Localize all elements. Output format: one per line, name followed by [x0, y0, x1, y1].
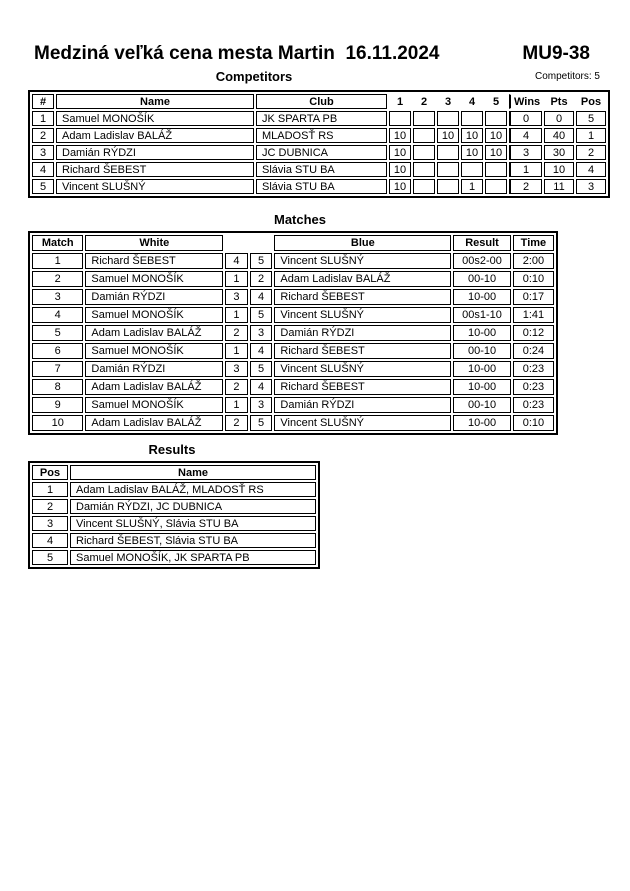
- blue-player-name: Damián RÝDZI: [274, 397, 451, 413]
- match-result: 10-00: [453, 415, 511, 431]
- white-player-name: Damián RÝDZI: [85, 289, 223, 305]
- round-2-score: [413, 128, 435, 143]
- blue-player-name: Vincent SLUŠNÝ: [274, 361, 451, 377]
- col-header-wins: Wins: [509, 94, 542, 109]
- col-header-blue-num: [250, 235, 273, 251]
- blue-player-number: 5: [250, 415, 273, 431]
- competitor-name: Adam Ladislav BALÁŽ: [56, 128, 254, 143]
- col-header-round-2: 2: [413, 94, 435, 109]
- competitor-name: Vincent SLUŠNÝ: [56, 179, 254, 194]
- competitors-count: Competitors: 5: [534, 71, 600, 82]
- competitor-name: Damián RÝDZI: [56, 145, 254, 160]
- competitor-pts: 10: [544, 162, 574, 177]
- match-time: 0:17: [513, 289, 554, 305]
- matches-table: [28, 231, 558, 435]
- round-3-score: [437, 111, 459, 126]
- match-row: [32, 307, 554, 323]
- result-row: [32, 550, 316, 565]
- competitor-pos: 1: [576, 128, 606, 143]
- result-pos: 1: [32, 482, 68, 497]
- blue-player-name: Richard ŠEBEST: [274, 379, 451, 395]
- blue-player-name: Vincent SLUŠNÝ: [274, 307, 451, 323]
- competitor-number: 5: [32, 179, 54, 194]
- match-row: [32, 397, 554, 413]
- col-header-result-name: Name: [70, 465, 316, 480]
- white-player-number: 2: [225, 415, 248, 431]
- match-number: 10: [32, 415, 83, 431]
- blue-player-name: Richard ŠEBEST: [274, 343, 451, 359]
- result-row: [32, 482, 316, 497]
- blue-player-number: 4: [250, 343, 273, 359]
- result-pos: 4: [32, 533, 68, 548]
- match-result: 00s2-00: [453, 253, 511, 269]
- competitors-table: [28, 90, 610, 198]
- white-player-number: 2: [225, 325, 248, 341]
- match-time: 1:41: [513, 307, 554, 323]
- competitor-club: JK SPARTA PB: [256, 111, 387, 126]
- round-3-score: 10: [437, 128, 459, 143]
- col-header-result-pos: Pos: [32, 465, 68, 480]
- blue-player-number: 5: [250, 361, 273, 377]
- col-header-round-4: 4: [461, 94, 483, 109]
- round-4-score: 10: [461, 128, 483, 143]
- white-player-name: Damián RÝDZI: [85, 361, 223, 377]
- col-header-match: Match: [32, 235, 83, 251]
- round-1-score: 10: [389, 128, 411, 143]
- match-time: 0:10: [513, 415, 554, 431]
- competitor-club: JC DUBNICA: [256, 145, 387, 160]
- match-row: [32, 343, 554, 359]
- round-4-score: [461, 111, 483, 126]
- round-1-score: [389, 111, 411, 126]
- round-1-score: 10: [389, 179, 411, 194]
- competitor-wins: 3: [509, 145, 542, 160]
- white-player-number: 4: [225, 253, 248, 269]
- matches-heading: Matches: [273, 212, 327, 227]
- match-number: 1: [32, 253, 83, 269]
- match-row: [32, 325, 554, 341]
- match-row: [32, 415, 554, 431]
- competitor-wins: 1: [509, 162, 542, 177]
- competitor-row: [32, 128, 606, 143]
- blue-player-number: 3: [250, 325, 273, 341]
- competitor-wins: 2: [509, 179, 542, 194]
- match-number: 4: [32, 307, 83, 323]
- col-header-result: Result: [453, 235, 511, 251]
- round-4-score: 10: [461, 145, 483, 160]
- competitor-number: 1: [32, 111, 54, 126]
- competitor-pts: 30: [544, 145, 574, 160]
- col-header-pos: Pos: [576, 94, 606, 109]
- round-4-score: [461, 162, 483, 177]
- blue-player-name: Vincent SLUŠNÝ: [274, 253, 451, 269]
- blue-player-number: 5: [250, 307, 273, 323]
- blue-player-name: Damián RÝDZI: [274, 325, 451, 341]
- matches-header-row: [32, 235, 554, 251]
- round-1-score: 10: [389, 162, 411, 177]
- blue-player-number: 5: [250, 253, 273, 269]
- competitors-header-row: [32, 94, 606, 109]
- match-result: 10-00: [453, 379, 511, 395]
- competitor-pts: 11: [544, 179, 574, 194]
- match-time: 2:00: [513, 253, 554, 269]
- competitor-pos: 5: [576, 111, 606, 126]
- round-4-score: 1: [461, 179, 483, 194]
- match-row: [32, 379, 554, 395]
- competitor-pos: 3: [576, 179, 606, 194]
- blue-player-name: Richard ŠEBEST: [274, 289, 451, 305]
- white-player-name: Samuel MONOŠÍK: [85, 397, 223, 413]
- result-name: Samuel MONOŠÍK, JK SPARTA PB: [70, 550, 316, 565]
- round-5-score: [485, 162, 507, 177]
- round-2-score: [413, 145, 435, 160]
- blue-player-name: Adam Ladislav BALÁŽ: [274, 271, 451, 287]
- match-result: 00-10: [453, 271, 511, 287]
- match-row: [32, 271, 554, 287]
- round-3-score: [437, 162, 459, 177]
- competitor-row: [32, 162, 606, 177]
- round-3-score: [437, 145, 459, 160]
- white-player-number: 1: [225, 271, 248, 287]
- round-2-score: [413, 162, 435, 177]
- match-row: [32, 253, 554, 269]
- competitor-club: Slávia STU BA: [256, 162, 387, 177]
- round-5-score: [485, 179, 507, 194]
- col-header-round-1: 1: [389, 94, 411, 109]
- white-player-number: 1: [225, 397, 248, 413]
- result-name: Damián RÝDZI, JC DUBNICA: [70, 499, 316, 514]
- white-player-name: Adam Ladislav BALÁŽ: [85, 379, 223, 395]
- results-table: [28, 461, 320, 569]
- competitor-number: 4: [32, 162, 54, 177]
- col-header-number: #: [32, 94, 54, 109]
- match-time: 0:23: [513, 361, 554, 377]
- page-title: [28, 43, 590, 65]
- competitor-wins: 0: [509, 111, 542, 126]
- results-heading: Results: [148, 442, 196, 457]
- white-player-name: Samuel MONOŠÍK: [85, 307, 223, 323]
- blue-player-number: 4: [250, 379, 273, 395]
- col-header-name: Name: [56, 94, 254, 109]
- match-number: 2: [32, 271, 83, 287]
- match-row: [32, 289, 554, 305]
- match-number: 9: [32, 397, 83, 413]
- col-header-pts: Pts: [544, 94, 574, 109]
- competitor-row: [32, 111, 606, 126]
- results-header-row: [32, 465, 316, 480]
- match-result: 00-10: [453, 343, 511, 359]
- col-header-club: Club: [256, 94, 387, 109]
- match-result: 10-00: [453, 325, 511, 341]
- white-player-number: 1: [225, 307, 248, 323]
- competitors-heading: Competitors: [215, 69, 293, 84]
- match-number: 3: [32, 289, 83, 305]
- competitor-row: [32, 179, 606, 194]
- round-2-score: [413, 179, 435, 194]
- white-player-number: 2: [225, 379, 248, 395]
- col-header-blue: Blue: [274, 235, 451, 251]
- blue-player-number: 3: [250, 397, 273, 413]
- competitor-club: MLADOSŤ RS: [256, 128, 387, 143]
- competitor-name: Samuel MONOŠÍK: [56, 111, 254, 126]
- competitor-number: 2: [32, 128, 54, 143]
- competitor-name: Richard ŠEBEST: [56, 162, 254, 177]
- white-player-name: Samuel MONOŠÍK: [85, 271, 223, 287]
- blue-player-number: 4: [250, 289, 273, 305]
- match-row: [32, 361, 554, 377]
- blue-player-name: Vincent SLUŠNÝ: [274, 415, 451, 431]
- match-result: 10-00: [453, 289, 511, 305]
- match-time: 0:24: [513, 343, 554, 359]
- match-result: 10-00: [453, 361, 511, 377]
- result-pos: 3: [32, 516, 68, 531]
- match-time: 0:12: [513, 325, 554, 341]
- match-time: 0:10: [513, 271, 554, 287]
- match-time: 0:23: [513, 397, 554, 413]
- blue-player-number: 2: [250, 271, 273, 287]
- round-5-score: 10: [485, 128, 507, 143]
- competitor-pos: 4: [576, 162, 606, 177]
- match-number: 8: [32, 379, 83, 395]
- white-player-number: 1: [225, 343, 248, 359]
- col-header-time: Time: [513, 235, 554, 251]
- result-name: Richard ŠEBEST, Slávia STU BA: [70, 533, 316, 548]
- category-code: MU9-38: [522, 43, 590, 64]
- round-5-score: [485, 111, 507, 126]
- result-name: Adam Ladislav BALÁŽ, MLADOSŤ RS: [70, 482, 316, 497]
- white-player-name: Adam Ladislav BALÁŽ: [85, 415, 223, 431]
- result-row: [32, 499, 316, 514]
- competitor-pts: 40: [544, 128, 574, 143]
- match-number: 5: [32, 325, 83, 341]
- round-1-score: 10: [389, 145, 411, 160]
- col-header-white: White: [85, 235, 223, 251]
- competitor-pos: 2: [576, 145, 606, 160]
- col-header-round-3: 3: [437, 94, 459, 109]
- white-player-number: 3: [225, 289, 248, 305]
- competitor-number: 3: [32, 145, 54, 160]
- match-result: 00-10: [453, 397, 511, 413]
- match-number: 6: [32, 343, 83, 359]
- white-player-name: Adam Ladislav BALÁŽ: [85, 325, 223, 341]
- result-name: Vincent SLUŠNÝ, Slávia STU BA: [70, 516, 316, 531]
- col-header-round-5: 5: [485, 94, 507, 109]
- white-player-name: Richard ŠEBEST: [85, 253, 223, 269]
- competitor-wins: 4: [509, 128, 542, 143]
- result-pos: 5: [32, 550, 68, 565]
- result-row: [32, 533, 316, 548]
- white-player-number: 3: [225, 361, 248, 377]
- round-2-score: [413, 111, 435, 126]
- round-3-score: [437, 179, 459, 194]
- white-player-name: Samuel MONOŠÍK: [85, 343, 223, 359]
- match-time: 0:23: [513, 379, 554, 395]
- competitor-club: Slávia STU BA: [256, 179, 387, 194]
- competitor-pts: 0: [544, 111, 574, 126]
- match-result: 00s1-10: [453, 307, 511, 323]
- competitor-row: [32, 145, 606, 160]
- result-row: [32, 516, 316, 531]
- col-header-white-num: [225, 235, 248, 251]
- tournament-title: Medziná veľká cena mesta Martin 16.11.2024: [34, 43, 440, 64]
- round-5-score: 10: [485, 145, 507, 160]
- result-pos: 2: [32, 499, 68, 514]
- match-number: 7: [32, 361, 83, 377]
